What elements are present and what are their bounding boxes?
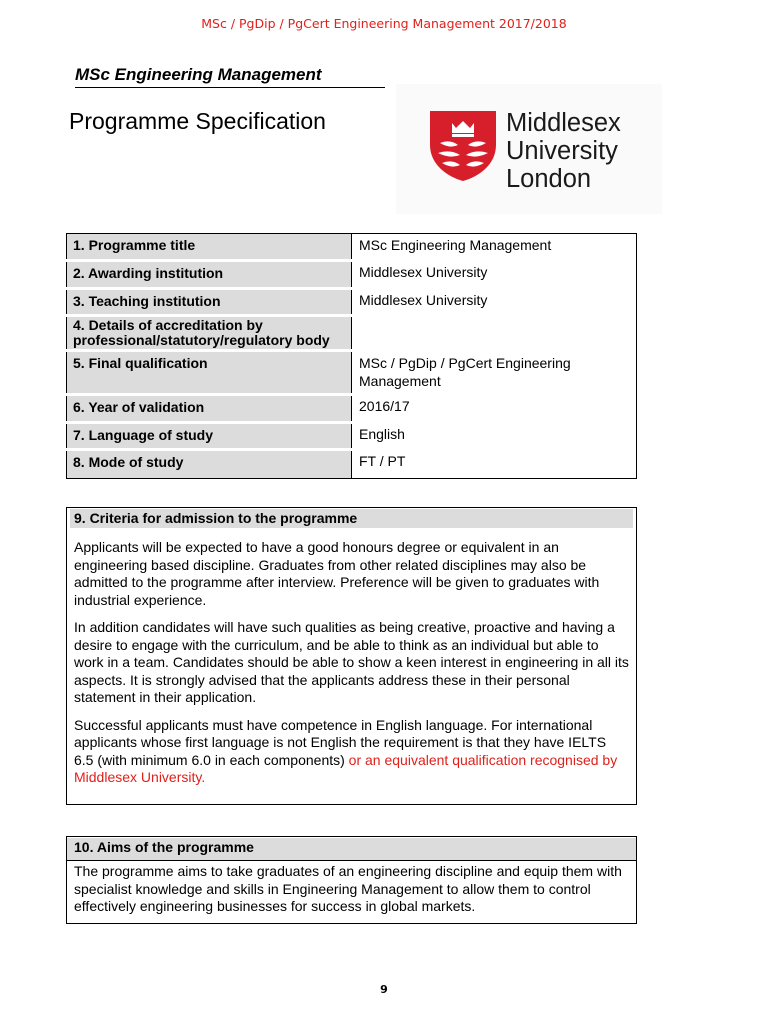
- row-label: 8. Mode of study: [67, 450, 352, 479]
- admission-criteria-section: [66, 507, 637, 805]
- row-value: MSc Engineering Management: [359, 237, 552, 253]
- table-row: [67, 450, 637, 479]
- row-label: 6. Year of validation: [67, 395, 352, 423]
- table-row: [67, 316, 637, 351]
- row-value: MSc / PgDip / PgCert Engineering Management: [359, 354, 571, 389]
- row-label: 4. Details of accreditation by professional/statutory/regulatory body: [67, 316, 352, 351]
- row-label: 3. Teaching institution: [67, 289, 352, 316]
- programme-details-table: [66, 233, 637, 479]
- criteria-paragraph-1: Applicants will be expected to have a good honours degree or equivalent in an engineering based discipline. Graduates from other related disciplines may also be admitted to the programme after interview. Preference will be given to graduates with industrial experience.: [74, 539, 600, 608]
- crest-icon: [428, 109, 498, 183]
- logo-line-2: University: [506, 137, 618, 165]
- table-row: [67, 351, 637, 395]
- criteria-text: Successful applicants must have competence in English language. For international applicants whose first language is not English the requirement is that they have IELTS 6.5 (with minimum 6.0 in each components): [74, 716, 607, 768]
- document-subtitle: MSc Engineering Management: [75, 65, 385, 88]
- row-value: Middlesex University: [359, 263, 488, 280]
- row-value: [352, 316, 637, 351]
- table-row: [67, 261, 637, 289]
- criteria-paragraph-3: [67, 717, 636, 787]
- criteria-text-highlight: or an equivalent qualification recognised by Middlesex University.: [74, 751, 618, 785]
- university-logo: [396, 84, 662, 214]
- logo-line-3: London: [506, 165, 592, 193]
- row-label: 2. Awarding institution: [67, 261, 352, 289]
- logo-line-1: Middlesex: [506, 109, 621, 137]
- row-value: FT / PT: [359, 452, 406, 469]
- table-row: [67, 289, 637, 316]
- section-heading: 9. Criteria for admission to the programme: [70, 509, 633, 528]
- page-title: Programme Specification: [69, 108, 326, 134]
- aims-paragraph: The programme aims to take graduates of an engineering discipline and equip them with specialist knowledge and skills in Engineering Management to allow them to control effectively engineering businesses for success in global markets.: [74, 863, 622, 914]
- row-label: 1. Programme title: [67, 234, 352, 261]
- row-label: 5. Final qualification: [67, 351, 352, 395]
- criteria-paragraph-2: In addition candidates will have such qualities as being creative, proactive and having a desire to engage with the curriculum, and be able to think as an individual but able to work in a team. Candidates should be able to show a keen interest in engineering in all its aspects. It is strongly advised that the applicants address these in their personal statement in their application.: [74, 619, 629, 705]
- row-value: 2016/17: [359, 397, 410, 414]
- table-row: [67, 234, 637, 261]
- page-number: 9: [380, 983, 388, 996]
- table-row: [67, 423, 637, 450]
- table-row: [67, 395, 637, 423]
- section-heading: 10. Aims of the programme: [67, 838, 636, 861]
- row-label: 7. Language of study: [67, 423, 352, 450]
- running-header: MSc / PgDip / PgCert Engineering Management 2017/2018: [201, 16, 567, 31]
- programme-aims-section: [66, 836, 637, 924]
- row-value: Middlesex University: [359, 291, 488, 308]
- row-value: English: [359, 425, 405, 442]
